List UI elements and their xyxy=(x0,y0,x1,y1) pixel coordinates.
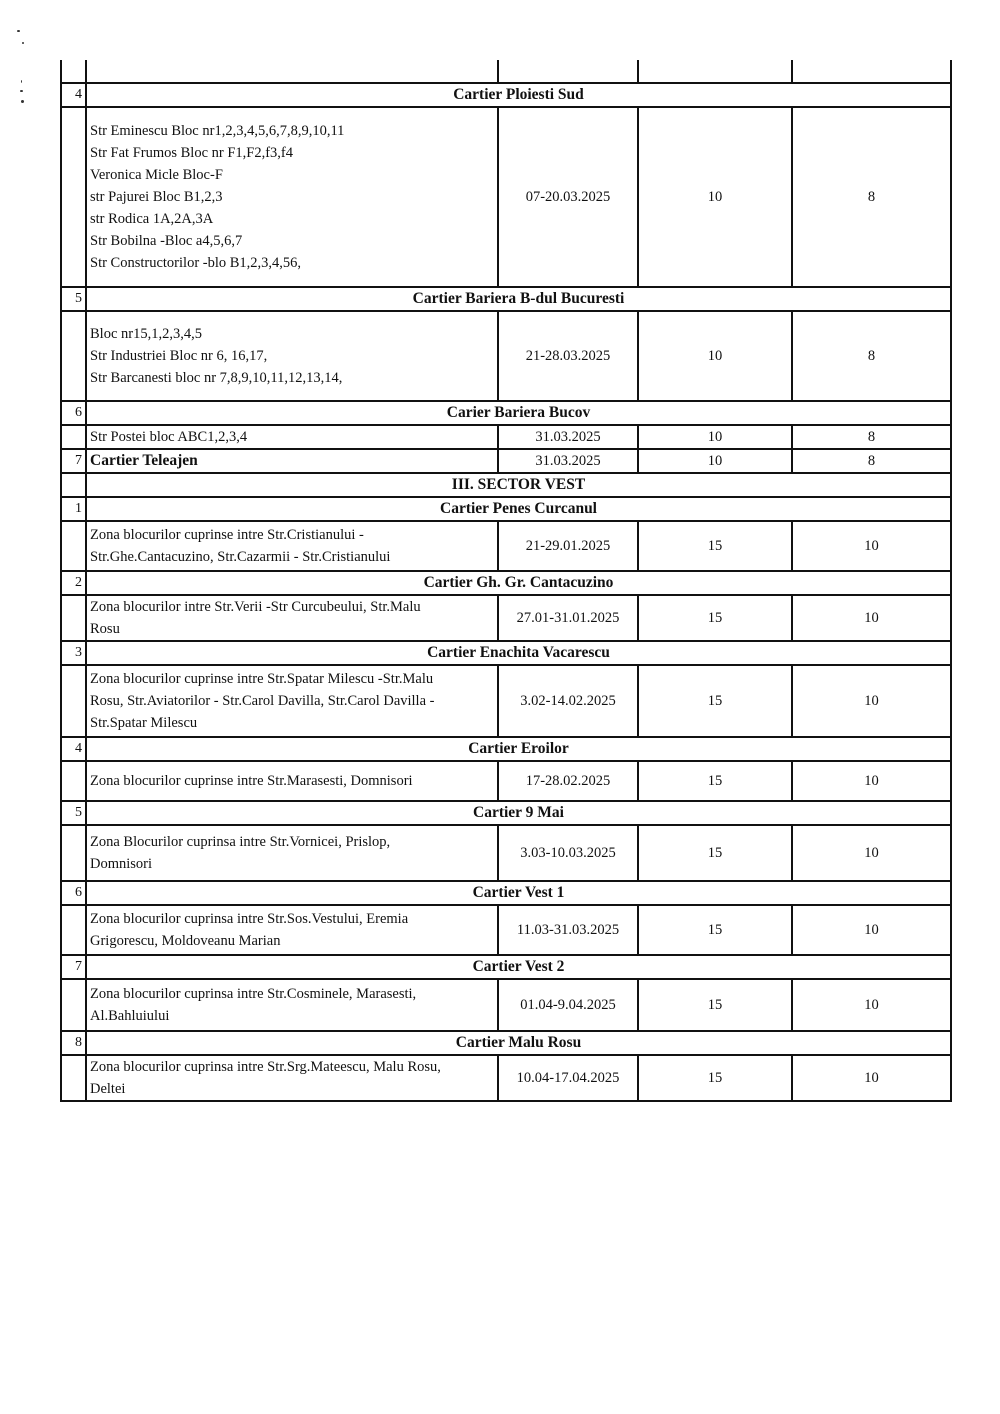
table-row xyxy=(61,521,951,571)
group-header-row xyxy=(61,641,951,665)
value1-cell: 10 xyxy=(638,311,792,401)
table-row xyxy=(61,1055,951,1101)
period-cell: 21-29.01.2025 xyxy=(498,521,638,571)
row-number: 7 xyxy=(61,955,86,979)
row-number: 4 xyxy=(61,83,86,107)
group-header-row xyxy=(61,497,951,521)
table-row xyxy=(61,905,951,955)
table-row xyxy=(61,761,951,801)
period-cell: 27.01-31.01.2025 xyxy=(498,595,638,641)
value1-cell: 10 xyxy=(638,425,792,449)
row-number: 8 xyxy=(61,1031,86,1055)
value2-cell: 10 xyxy=(792,665,951,737)
district-title: Cartier Eroilor xyxy=(86,737,951,761)
district-title: Cartier Vest 1 xyxy=(86,881,951,905)
group-header-row xyxy=(61,1031,951,1055)
district-title: Cartier Gh. Gr. Cantacuzino xyxy=(86,571,951,595)
table-row xyxy=(61,979,951,1031)
row-number: 3 xyxy=(61,641,86,665)
group-header-row xyxy=(61,801,951,825)
scan-speck xyxy=(17,30,20,32)
period-cell: 17-28.02.2025 xyxy=(498,761,638,801)
scan-speck xyxy=(22,42,24,44)
value1-cell: 15 xyxy=(638,521,792,571)
section-header-row xyxy=(61,473,951,497)
table-row xyxy=(61,665,951,737)
district-label: Cartier Teleajen xyxy=(86,449,498,473)
district-title: Cartier Vest 2 xyxy=(86,955,951,979)
schedule-table xyxy=(60,60,952,1102)
value1-cell: 15 xyxy=(638,1055,792,1101)
scan-speck xyxy=(20,90,23,92)
group-header-row xyxy=(61,401,951,425)
zone-description: Zona blocurilor cuprinsa intre Str.Sos.Vestului, Eremia Grigorescu, Moldoveanu Marian xyxy=(86,905,498,955)
row-number: 6 xyxy=(61,401,86,425)
table-row xyxy=(61,825,951,881)
district-title: Cartier Ploiesti Sud xyxy=(86,83,951,107)
zone-description: Zona blocurilor cuprinse intre Str.Marasesti, Domnisori xyxy=(86,761,498,801)
table-row xyxy=(61,107,951,287)
value1-cell: 10 xyxy=(638,107,792,287)
group-header-row xyxy=(61,571,951,595)
row-number: 1 xyxy=(61,497,86,521)
period-cell: 11.03-31.03.2025 xyxy=(498,905,638,955)
row-number: 4 xyxy=(61,737,86,761)
zone-description: Zona blocurilor cuprinse intre Str.Spatar Milescu -Str.Malu Rosu, Str.Aviatorilor - Str.Carol Davilla, Str.Carol Davilla - Str.Spatar Milescu xyxy=(86,665,498,737)
district-title: Cartier Penes Curcanul xyxy=(86,497,951,521)
block-list: Bloc nr15,1,2,3,4,5 Str Industriei Bloc nr 6, 16,17, Str Barcanesti bloc nr 7,8,9,10,11,12,13,14, xyxy=(86,311,498,401)
row-number: 5 xyxy=(61,287,86,311)
zone-description: Zona blocurilor cuprinse intre Str.Cristianului - Str.Ghe.Cantacuzino, Str.Cazarmii - Str.Cristianului xyxy=(86,521,498,571)
value1-cell: 15 xyxy=(638,761,792,801)
zone-description: Zona blocurilor cuprinsa intre Str.Cosminele, Marasesti, Al.Bahluiului xyxy=(86,979,498,1031)
period-cell: 3.02-14.02.2025 xyxy=(498,665,638,737)
value2-cell: 8 xyxy=(792,425,951,449)
scan-marks xyxy=(14,28,28,118)
district-title: Cartier Malu Rosu xyxy=(86,1031,951,1055)
value2-cell: 10 xyxy=(792,1055,951,1101)
table-row xyxy=(61,595,951,641)
scan-speck xyxy=(21,80,22,83)
period-cell: 3.03-10.03.2025 xyxy=(498,825,638,881)
period-cell: 21-28.03.2025 xyxy=(498,311,638,401)
value1-cell: 15 xyxy=(638,979,792,1031)
value1-cell: 10 xyxy=(638,449,792,473)
period-cell: 07-20.03.2025 xyxy=(498,107,638,287)
table-row xyxy=(61,425,951,449)
value2-cell: 10 xyxy=(792,825,951,881)
period-cell: 31.03.2025 xyxy=(498,449,638,473)
continuation-row xyxy=(61,60,951,83)
row-number: 2 xyxy=(61,571,86,595)
value2-cell: 8 xyxy=(792,107,951,287)
section-title: III. SECTOR VEST xyxy=(86,473,951,497)
value2-cell: 10 xyxy=(792,979,951,1031)
zone-description: Zona blocurilor intre Str.Verii -Str Curcubeului, Str.Malu Rosu xyxy=(86,595,498,641)
block-list: Str Eminescu Bloc nr1,2,3,4,5,6,7,8,9,10,11 Str Fat Frumos Bloc nr F1,F2,f3,f4 Veronica Micle Bloc-F str Pajurei Bloc B1,2,3 str Rodica 1A,2A,3A Str Bobilna -Bloc a4,5,6,7 Str Constructorilor -blo B1,2,3,4,56, xyxy=(86,107,498,287)
value2-cell: 10 xyxy=(792,595,951,641)
scan-speck xyxy=(21,100,24,103)
group-header-row xyxy=(61,955,951,979)
row-number: 5 xyxy=(61,801,86,825)
period-cell: 01.04-9.04.2025 xyxy=(498,979,638,1031)
zone-description: Zona blocurilor cuprinsa intre Str.Srg.Mateescu, Malu Rosu, Deltei xyxy=(86,1055,498,1101)
value1-cell: 15 xyxy=(638,665,792,737)
group-header-row xyxy=(61,737,951,761)
value2-cell: 8 xyxy=(792,449,951,473)
district-title: Cartier 9 Mai xyxy=(86,801,951,825)
zone-description: Zona Blocurilor cuprinsa intre Str.Vornicei, Prislop, Domnisori xyxy=(86,825,498,881)
table-row xyxy=(61,449,951,473)
value2-cell: 10 xyxy=(792,761,951,801)
value2-cell: 10 xyxy=(792,521,951,571)
table-row xyxy=(61,311,951,401)
group-header-row xyxy=(61,83,951,107)
value2-cell: 8 xyxy=(792,311,951,401)
district-title: Carier Bariera Bucov xyxy=(86,401,951,425)
district-title: Cartier Bariera B-dul Bucuresti xyxy=(86,287,951,311)
period-cell: 10.04-17.04.2025 xyxy=(498,1055,638,1101)
period-cell: 31.03.2025 xyxy=(498,425,638,449)
value1-cell: 15 xyxy=(638,905,792,955)
district-title: Cartier Enachita Vacarescu xyxy=(86,641,951,665)
group-header-row xyxy=(61,287,951,311)
value1-cell: 15 xyxy=(638,825,792,881)
group-header-row xyxy=(61,881,951,905)
value2-cell: 10 xyxy=(792,905,951,955)
value1-cell: 15 xyxy=(638,595,792,641)
row-number: 7 xyxy=(61,449,86,473)
block-list: Str Postei bloc ABC1,2,3,4 xyxy=(86,425,498,449)
row-number: 6 xyxy=(61,881,86,905)
